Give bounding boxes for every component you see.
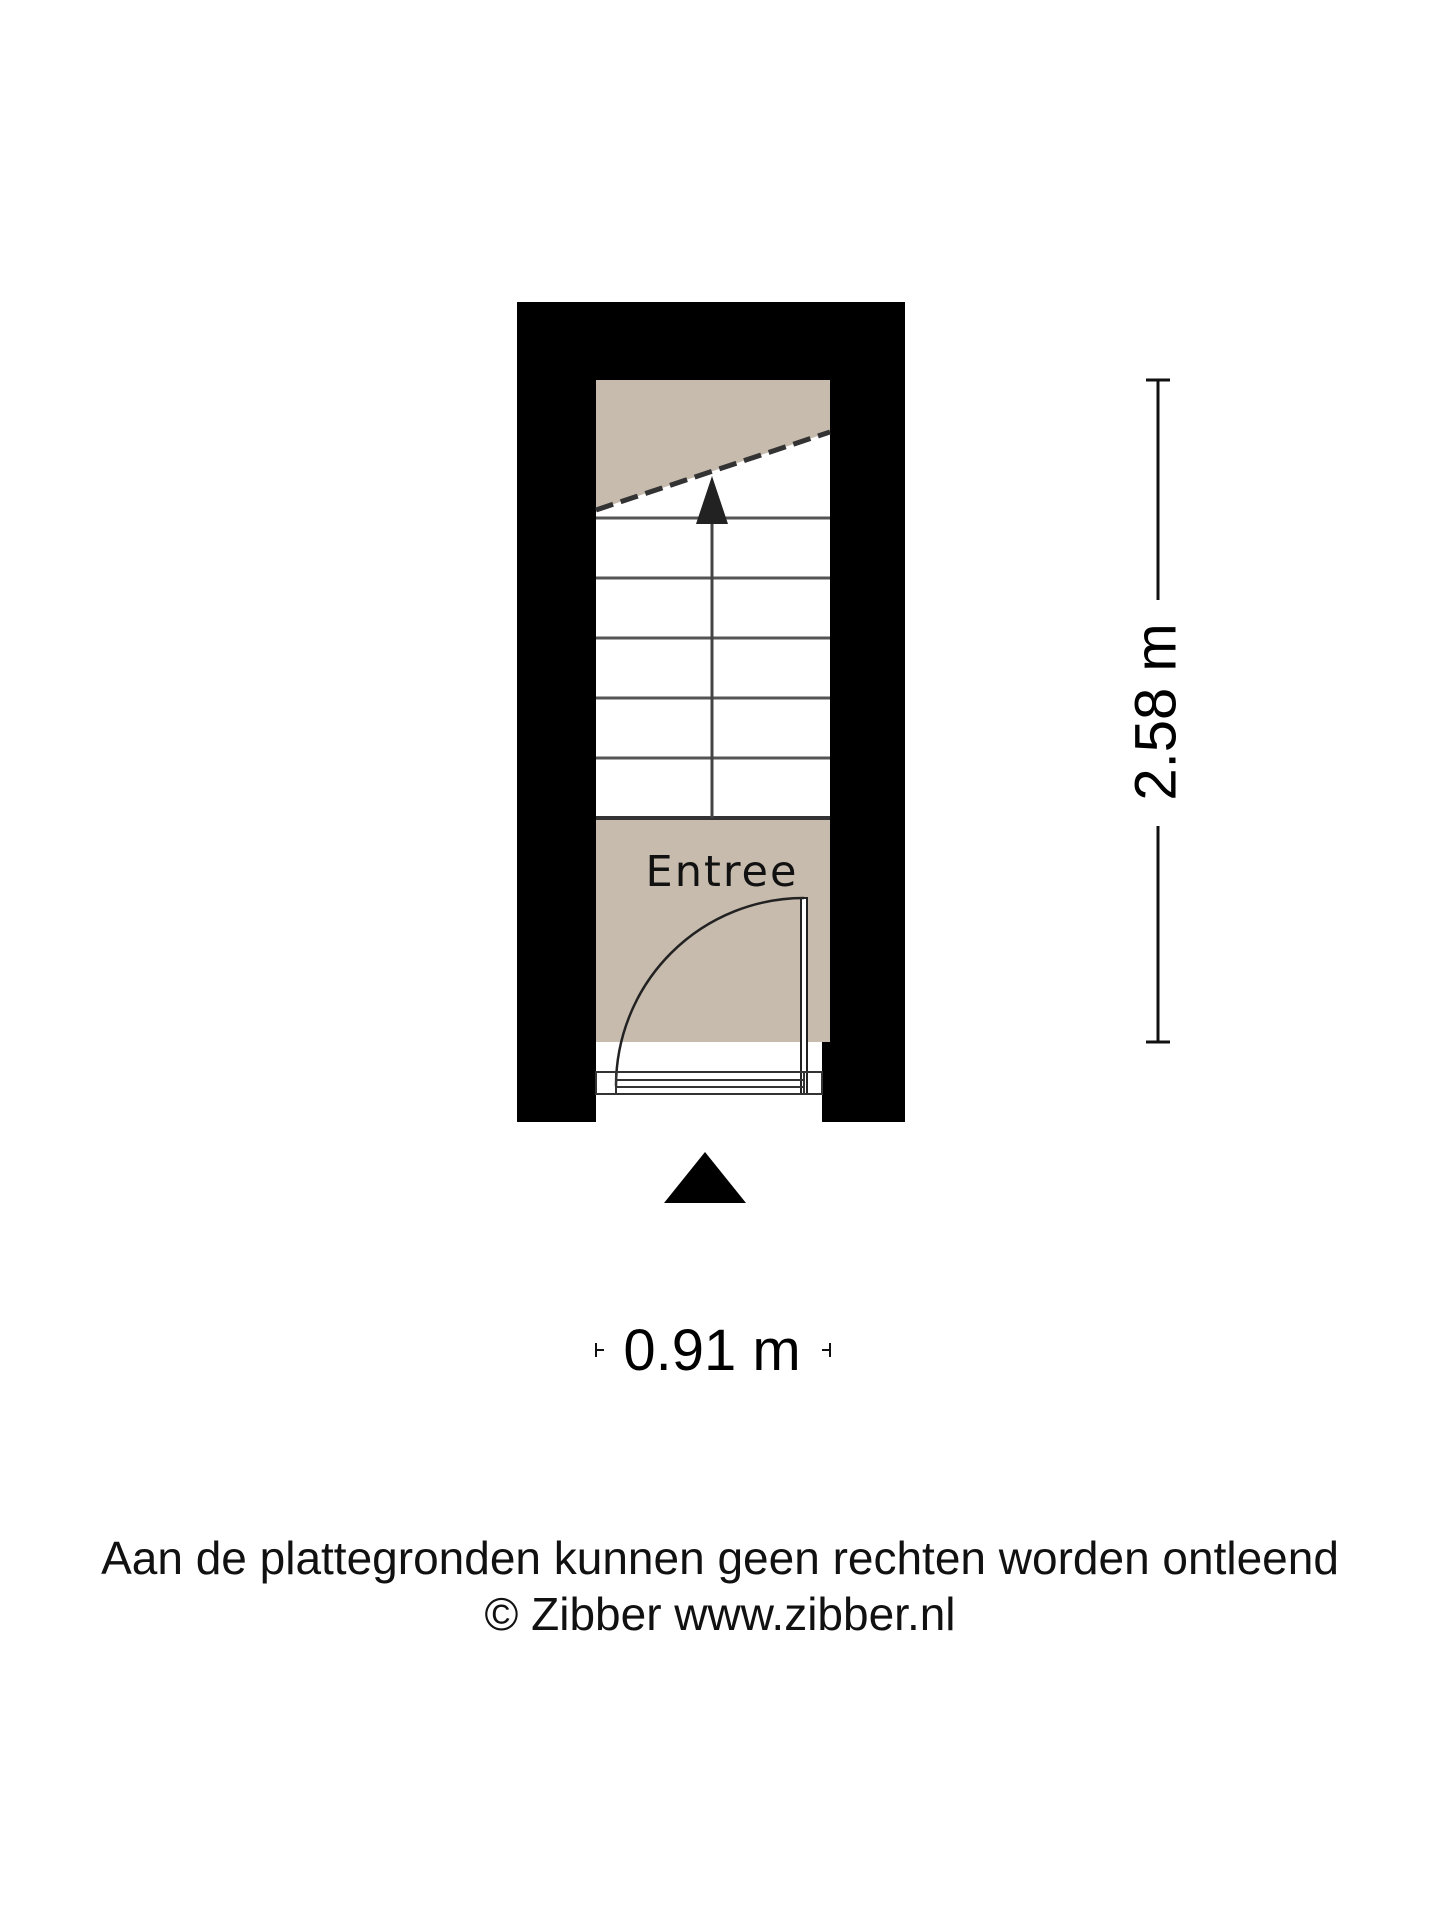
door-opening <box>596 1042 822 1122</box>
dimension-height-label: 2.58 m <box>1123 623 1189 801</box>
wall-jamb <box>822 1042 830 1122</box>
dimension-width-label: 0.91 m <box>623 1318 801 1383</box>
room-label: Entree <box>645 847 799 897</box>
disclaimer-text: Aan de plattegronden kunnen geen rechten worden ontleend <box>101 1532 1339 1584</box>
entrance-arrow-icon <box>664 1152 746 1203</box>
copyright-text: © Zibber www.zibber.nl <box>484 1588 956 1640</box>
door-leaf <box>801 898 807 1094</box>
